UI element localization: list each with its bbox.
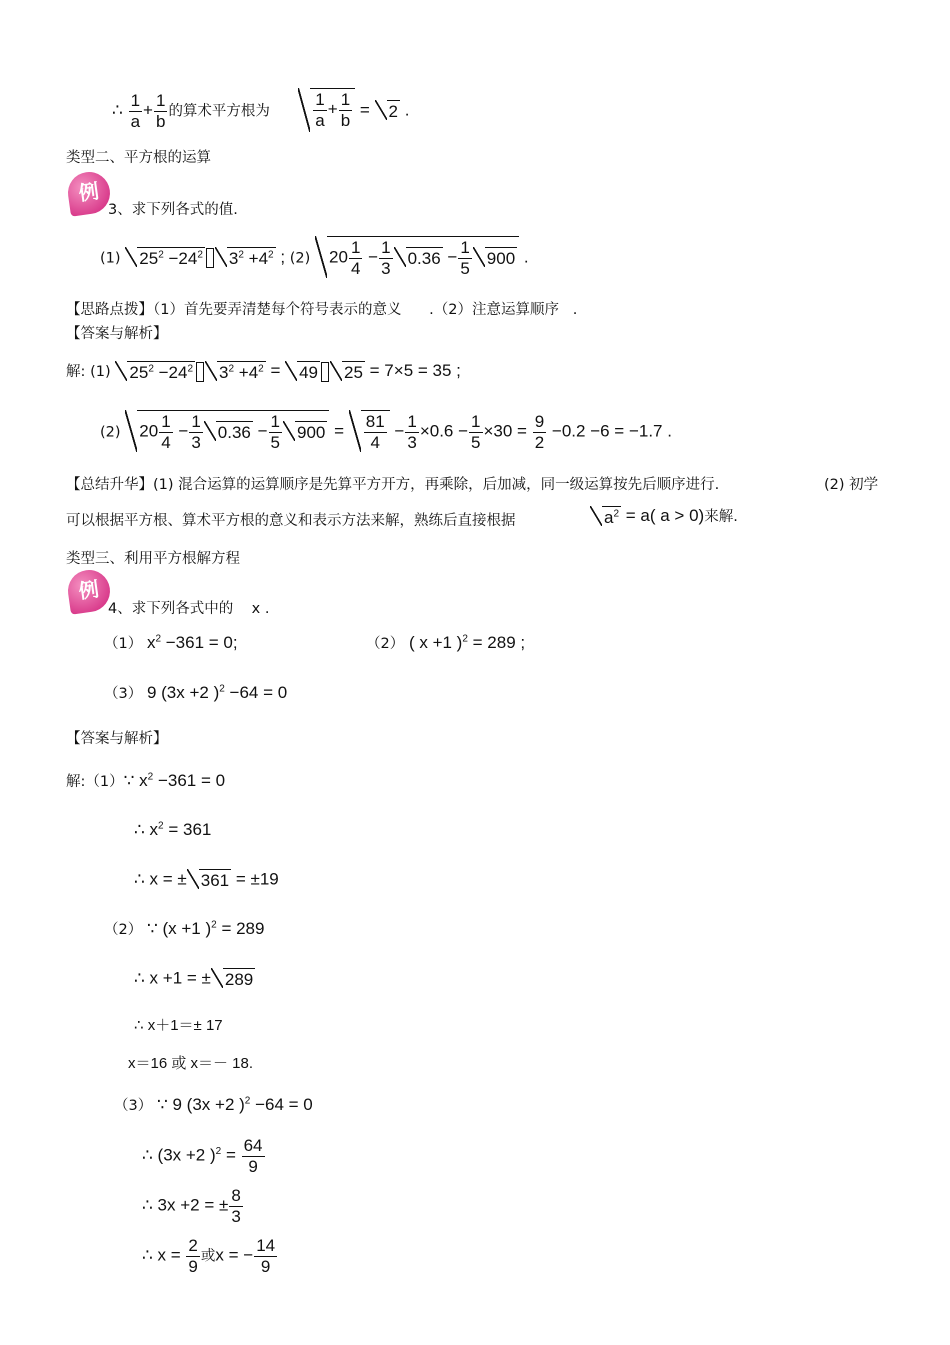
- sol4-3-b: ∴ (3x +2 )$^2$ = $\frac{64}{9}$: [142, 1136, 263, 1176]
- sol4-1-a: 解:（1）∵ $x^2 -361 = 0$: [66, 771, 226, 790]
- example-badge-icon: 例: [65, 169, 112, 216]
- answer-label-2: 【答案与解析】: [66, 731, 168, 747]
- solution-3-1: 解: (1) $25^2 -24^2$ $3^2 +4^2 = 49$ 25 = 7×5 = 35 ;: [66, 361, 461, 382]
- q3-expressions: (1) $25^2 -24^2$ $3^2 +4^2$ ; (2) 20 $\frac{1}{4}$ − $\frac{1}{3}$ 0.36 − $\frac{1}{5}$ 900 .: [100, 236, 529, 280]
- q4-part-1: （1） $x^2 -361 = 0$;: [104, 633, 238, 652]
- question-3: 3、求下列各式的值.: [108, 202, 238, 218]
- sol4-1-b: ∴ $x^2 = 361$: [134, 820, 212, 839]
- summary-formula: $a^2 = a$( a > 0)来解.: [590, 505, 738, 528]
- solution-3-2: (2) 20 $\frac{1}{4}$ − $\frac{1}{3}$ 0.36 − $\frac{1}{5}$ 900 = $\frac{81}{4}$ − $\frac{1}{3}$ ×0.6 − $\frac{1}{5}$ ×30 = $\frac{9}{2}$ −0.2 −6 = −1.7 .: [100, 410, 672, 454]
- sol4-2-d: x＝16 或 x＝－ 18.: [128, 1055, 254, 1072]
- example-badge-icon-2: 例: [65, 567, 112, 614]
- sol4-2-c: ∴ x＋1＝± 17: [134, 1017, 223, 1034]
- section-2-title: 类型二、平方根的运算: [66, 150, 211, 166]
- question-4: 4、求下列各式中的 x .: [108, 601, 270, 617]
- sol4-3-a: （3） ∵ 9 (3x +2 )$^2$ −64 = 0: [114, 1095, 313, 1114]
- q4-part-3: （3） 9 (3x +2 )$^2$ −64 = 0: [104, 683, 288, 702]
- summary-line-2: 可以根据平方根、算术平方根的意义和表示方法来解，熟练后直接根据: [66, 513, 516, 529]
- sol4-2-a: （2） ∵ (x +1 )$^2$ = 289: [104, 919, 265, 938]
- sol4-1-c: ∴ x = ± 361 = ±19: [134, 869, 279, 890]
- sol4-3-c: ∴ 3x +2 = ± $\frac{8}{3}$: [142, 1186, 241, 1226]
- section-3-title: 类型三、利用平方根解方程: [66, 551, 240, 567]
- sol4-2-b: ∴ x +1 = ± 289: [134, 968, 254, 989]
- answer-label: 【答案与解析】: [66, 326, 168, 342]
- summary-line-1: 【总结升华】(1) 混合运算的运算顺序是先算平方开方，再乘除，后加减，同一级运算按先后顺序进行.: [66, 477, 720, 493]
- hint-line: 【思路点拨】（1）首先要弄清楚每个符号表示的意义 .（2）注意运算顺序 .: [66, 302, 578, 318]
- sol4-3-d: ∴ x = $\frac{2}{9}$ 或x = − $\frac{14}{9}$: [142, 1236, 276, 1276]
- summary-line-1-end: (2) 初学: [824, 477, 879, 493]
- intro-line: ∴ $\frac{1}{a}$ + $\frac{1}{b}$ 的算术平方根为 $\frac{1}{a}$ + $\frac{1}{b}$ = 2 .: [112, 88, 409, 134]
- q4-part-2: （2） ( x +1 )$^2$ = 289 ;: [366, 633, 526, 652]
